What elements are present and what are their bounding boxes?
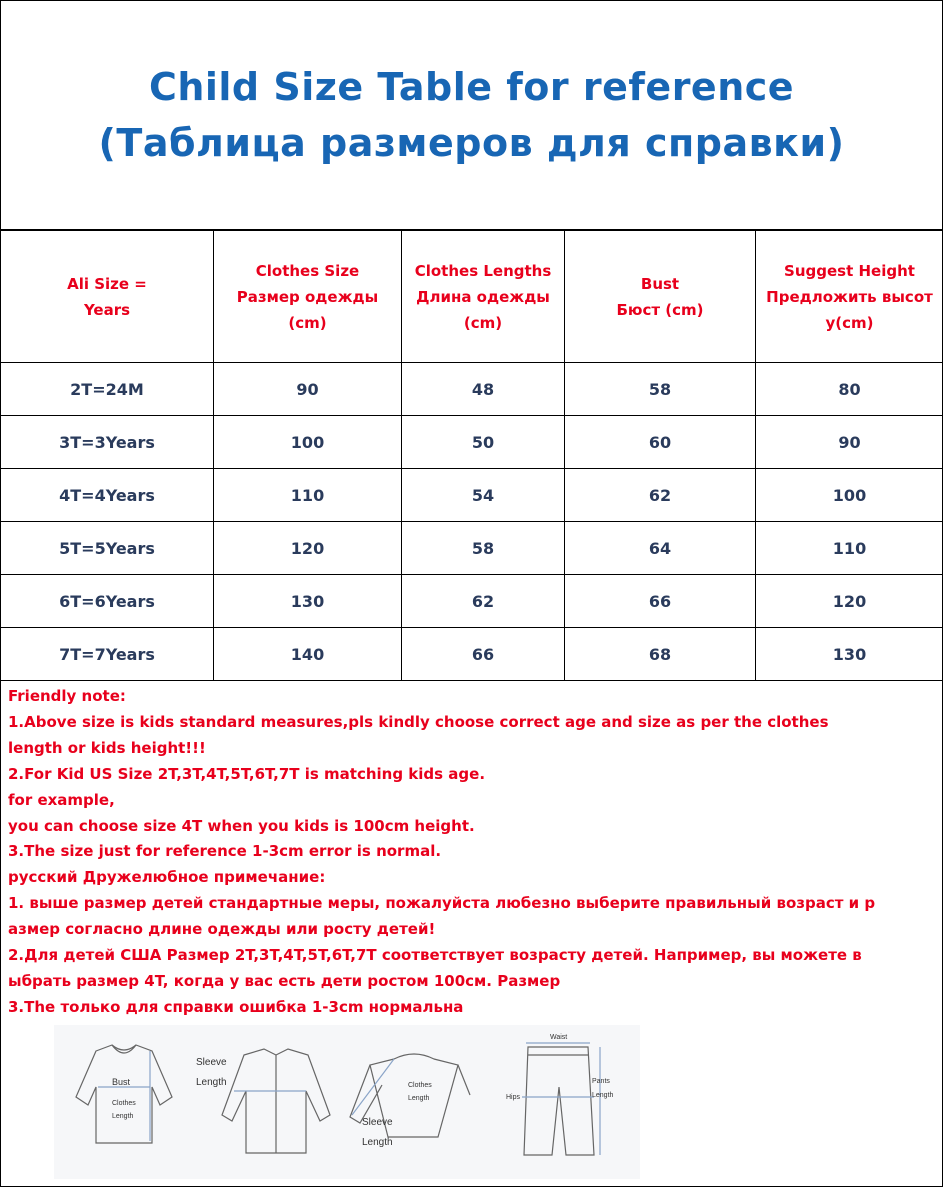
cell-clothes-size: 110: [214, 469, 402, 522]
cell-height: 80: [756, 363, 943, 416]
pants-length-label: Length: [592, 1092, 614, 1099]
note-line: 3.The size just for reference 1-3cm error is normal.: [8, 842, 442, 861]
cell-clothes-size: 140: [214, 628, 402, 681]
cell-clothes-size: 90: [214, 363, 402, 416]
shirt-sleeve-label: Sleeve: [196, 1057, 227, 1068]
table-row: [1, 575, 943, 628]
pants-illustration: [522, 1043, 600, 1155]
cell-bust: 60: [565, 416, 756, 469]
header-clothes-length: Clothes Lengths Длина одежды (cm): [402, 231, 565, 363]
raglan-clothes-label: Clothes: [408, 1082, 432, 1089]
friendly-notes: [1, 681, 942, 1021]
cell-clothes-length: 50: [402, 416, 565, 469]
raglan-sleeve-label: Sleeve: [362, 1117, 393, 1128]
title-russian: (Таблица размеров для справки): [98, 121, 845, 165]
tshirt-clothes-label: Clothes: [112, 1100, 136, 1107]
table-row: [1, 416, 943, 469]
title-box: [1, 1, 942, 230]
table-row: [1, 522, 943, 575]
note-line: 2.Для детей США Размер 2T,3T,4T,5T,6T,7T соответствует возрасту детей. Например, вы можете в: [8, 946, 862, 965]
cell-size: 4T=4Years: [1, 469, 214, 522]
cell-bust: 68: [565, 628, 756, 681]
tshirt-length-label: Length: [112, 1113, 134, 1120]
size-table: [0, 230, 943, 681]
cell-size: 3T=3Years: [1, 416, 214, 469]
cell-clothes-length: 66: [402, 628, 565, 681]
cell-height: 90: [756, 416, 943, 469]
note-line: азмер согласно длине одежды или росту детей!: [8, 920, 436, 939]
cell-bust: 66: [565, 575, 756, 628]
cell-height: 110: [756, 522, 943, 575]
table-row: [1, 363, 943, 416]
cell-clothes-length: 54: [402, 469, 565, 522]
cell-height: 130: [756, 628, 943, 681]
note-heading: Friendly note:: [8, 687, 126, 705]
pants-label: Pants: [592, 1078, 610, 1085]
table-row: [1, 469, 943, 522]
cell-bust: 62: [565, 469, 756, 522]
note-line: 3.The только для справки ошибка 1-3cm нормальна: [8, 997, 464, 1016]
shirt-illustration: [222, 1049, 330, 1153]
raglan-sleeve-length-label: Length: [362, 1137, 393, 1148]
cell-bust: 64: [565, 522, 756, 575]
tshirt-bust-label: Bust: [112, 1077, 131, 1087]
header-clothes-size: Clothes Size Размер одежды (cm): [214, 231, 402, 363]
cell-size: 2T=24M: [1, 363, 214, 416]
header-bust: Bust Бюст (cm): [565, 231, 756, 363]
cell-height: 120: [756, 575, 943, 628]
shirt-length-label: Length: [196, 1077, 227, 1088]
table-row: [1, 628, 943, 681]
note-line: ыбрать размер 4T, когда у вас есть дети ростом 100см. Размер: [8, 971, 561, 990]
cell-clothes-length: 48: [402, 363, 565, 416]
note-line: for example,: [8, 790, 115, 809]
pants-waist-label: Waist: [550, 1034, 568, 1041]
note-line: 1. выше размер детей стандартные меры, пожалуйста любезно выберите правильный возраст и р: [8, 894, 876, 913]
tshirt-illustration: [76, 1045, 172, 1143]
note-line: you can choose size 4T when you kids is 100cm height.: [8, 816, 475, 835]
note-line: 2.For Kid US Size 2T,3T,4T,5T,6T,7T is matching kids age.: [8, 764, 486, 783]
cell-clothes-size: 100: [214, 416, 402, 469]
table-header-row: [1, 231, 943, 363]
raglan-length-label: Length: [408, 1095, 430, 1102]
header-suggest-height: Suggest Height Предложить высот у(cm): [756, 231, 943, 363]
note-line: 1.Above size is kids standard measures,pls kindly choose correct age and size as per the clothes: [8, 712, 829, 731]
measurement-diagram-svg: [54, 1025, 640, 1179]
cell-clothes-length: 62: [402, 575, 565, 628]
measurement-diagram: [54, 1025, 640, 1179]
pants-hips-label: Hips: [506, 1094, 521, 1101]
note-line: length or kids height!!!: [8, 738, 206, 757]
cell-clothes-length: 58: [402, 522, 565, 575]
cell-bust: 58: [565, 363, 756, 416]
cell-clothes-size: 120: [214, 522, 402, 575]
title-english: Child Size Table for reference: [148, 65, 795, 109]
cell-size: 7T=7Years: [1, 628, 214, 681]
header-ali-size: Ali Size = Years: [1, 231, 214, 363]
cell-clothes-size: 130: [214, 575, 402, 628]
cell-size: 6T=6Years: [1, 575, 214, 628]
cell-size: 5T=5Years: [1, 522, 214, 575]
cell-height: 100: [756, 469, 943, 522]
note-heading-russian: русский Дружелюбное примечание:: [8, 868, 326, 887]
